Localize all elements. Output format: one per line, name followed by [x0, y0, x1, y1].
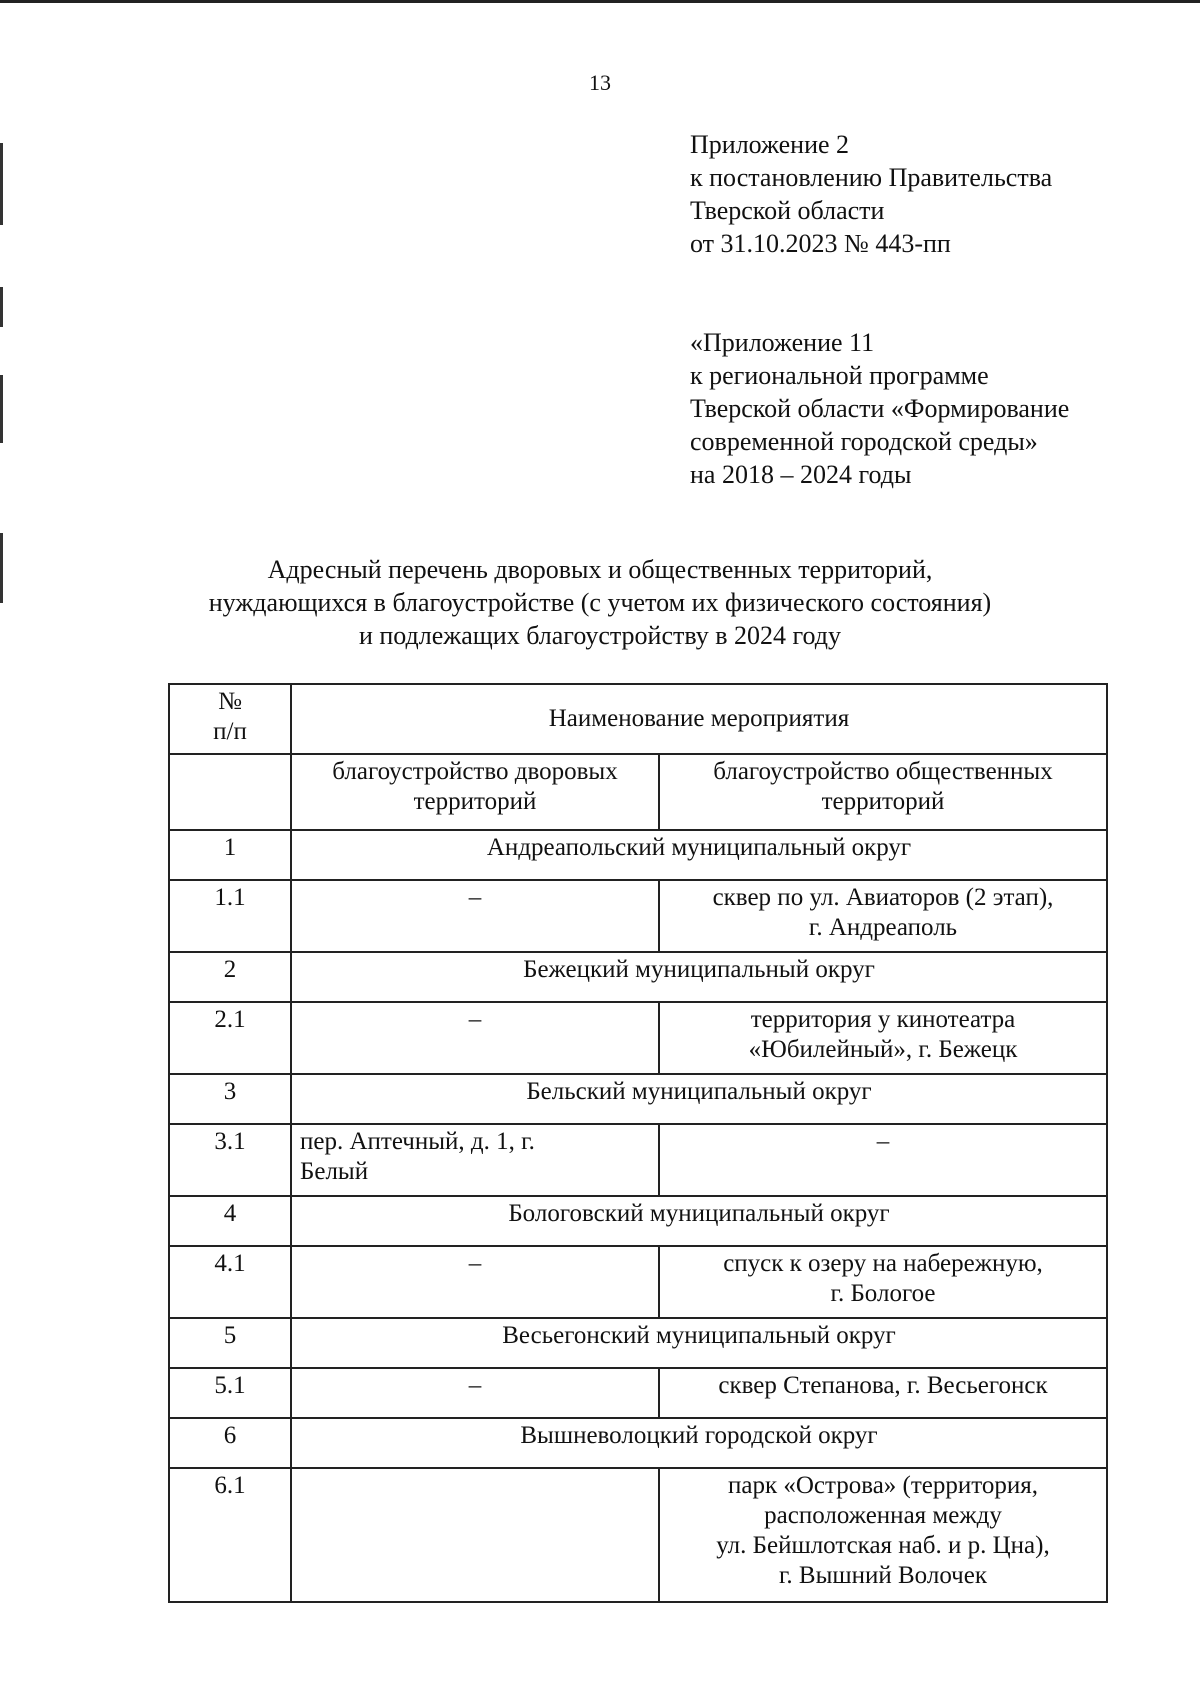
appendix-11-header: [690, 326, 1069, 491]
cell-text: сквер по ул. Авиаторов (2 этап),: [712, 884, 1054, 911]
page-number: 13: [589, 70, 611, 95]
header-line: Тверской области «Формирование: [690, 394, 1070, 423]
region-name: Андреапольский муниципальный округ: [291, 830, 1107, 880]
public-cell: [659, 1124, 1107, 1196]
yard-cell: [291, 1368, 659, 1418]
header-line: к региональной программе: [690, 361, 989, 390]
yard-cell: [291, 880, 659, 952]
table-row-region: [169, 1196, 1107, 1246]
row-number: 4: [169, 1196, 291, 1246]
table-row-region: [169, 830, 1107, 880]
appendix-2-header: [690, 128, 1052, 260]
cell-text: территория у кинотеатра: [750, 1006, 1016, 1033]
header-cell-event: Наименование мероприятия: [291, 684, 1107, 754]
header-line: Тверской области: [690, 196, 885, 225]
cell-text: Белый: [300, 1158, 369, 1185]
cell-text: –: [468, 1372, 482, 1399]
header-line: к постановлению Правительства: [690, 163, 1053, 192]
table-row-region: [169, 952, 1107, 1002]
header-cell-text: №: [218, 688, 242, 715]
cell-text: –: [468, 884, 482, 911]
table-row: [169, 1246, 1107, 1318]
public-cell: [659, 880, 1107, 952]
cell-text: –: [876, 1128, 890, 1155]
table-header-row: [169, 684, 1107, 754]
row-number: 6: [169, 1418, 291, 1468]
top-scan-edge: [0, 0, 1200, 3]
scan-mark: [0, 375, 3, 443]
public-cell: [659, 1246, 1107, 1318]
cell-text: спуск к озеру на набережную,: [723, 1250, 1043, 1277]
row-number: 5: [169, 1318, 291, 1368]
header-cell-text: благоустройство дворовых: [332, 758, 618, 785]
header-cell-empty: [169, 754, 291, 830]
header-cell-number: [169, 684, 291, 754]
header-cell-text: п/п: [213, 718, 247, 745]
row-number: 3.1: [169, 1124, 291, 1196]
title-line: нуждающихся в благоустройстве (с учетом их физического состояния): [208, 588, 992, 617]
table-subheader-row: [169, 754, 1107, 830]
yard-cell: [291, 1002, 659, 1074]
table-row: [169, 1002, 1107, 1074]
yard-cell: [291, 1246, 659, 1318]
region-name: Бельский муниципальный округ: [291, 1074, 1107, 1124]
table-row: [169, 1468, 1107, 1602]
header-line: современной городской среды»: [690, 427, 1038, 456]
row-number: 2.1: [169, 1002, 291, 1074]
yard-cell: [291, 1124, 659, 1196]
address-list-table: [168, 683, 1108, 1603]
public-cell: [659, 1002, 1107, 1074]
cell-text: г. Вышний Волочек: [778, 1562, 988, 1589]
row-number: 2: [169, 952, 291, 1002]
header-line: Приложение 2: [690, 130, 850, 159]
cell-text: сквер Степанова, г. Весьегонск: [718, 1372, 1048, 1399]
row-number: 1.1: [169, 880, 291, 952]
cell-text: –: [468, 1006, 482, 1033]
public-cell: [659, 1368, 1107, 1418]
row-number: 1: [169, 830, 291, 880]
table-row-region: [169, 1074, 1107, 1124]
row-number: 4.1: [169, 1246, 291, 1318]
scan-mark: [0, 287, 3, 327]
cell-text: расположенная между: [764, 1502, 1002, 1529]
cell-text: –: [468, 1250, 482, 1277]
table-row: [169, 880, 1107, 952]
header-line: «Приложение 11: [690, 328, 875, 357]
header-cell-text: благоустройство общественных: [713, 758, 1053, 785]
scan-mark: [0, 533, 3, 603]
cell-text: г. Бологое: [830, 1280, 936, 1307]
region-name: Бологовский муниципальный округ: [291, 1196, 1107, 1246]
header-cell-text: территорий: [821, 788, 945, 815]
table-row-region: [169, 1418, 1107, 1468]
row-number: 6.1: [169, 1468, 291, 1602]
document-title: [150, 553, 1050, 652]
row-number: 3: [169, 1074, 291, 1124]
cell-text: ул. Бейшлотская наб. и р. Цна),: [716, 1532, 1050, 1559]
cell-text: г. Андреаполь: [808, 914, 958, 941]
table-row: [169, 1368, 1107, 1418]
public-cell: [659, 1468, 1107, 1602]
header-cell-public: [659, 754, 1107, 830]
title-line: и подлежащих благоустройству в 2024 году: [358, 621, 842, 650]
table-row: [169, 1124, 1107, 1196]
header-cell-yard: [291, 754, 659, 830]
cell-text: парк «Острова» (территория,: [727, 1472, 1039, 1499]
row-number: 5.1: [169, 1368, 291, 1418]
scan-mark: [0, 143, 3, 225]
cell-text: пер. Аптечный, д. 1, г.: [300, 1128, 535, 1155]
region-name: Бежецкий муниципальный округ: [291, 952, 1107, 1002]
header-cell-text: территорий: [413, 788, 537, 815]
region-name: Вышневолоцкий городской округ: [291, 1418, 1107, 1468]
title-line: Адресный перечень дворовых и общественных территорий,: [267, 555, 933, 584]
region-name: Весьегонский муниципальный округ: [291, 1318, 1107, 1368]
table-row-region: [169, 1318, 1107, 1368]
cell-text: «Юбилейный», г. Бежецк: [748, 1036, 1018, 1063]
header-line: от 31.10.2023 № 443-пп: [690, 229, 951, 258]
yard-cell: [291, 1468, 659, 1602]
header-line: на 2018 – 2024 годы: [690, 460, 912, 489]
